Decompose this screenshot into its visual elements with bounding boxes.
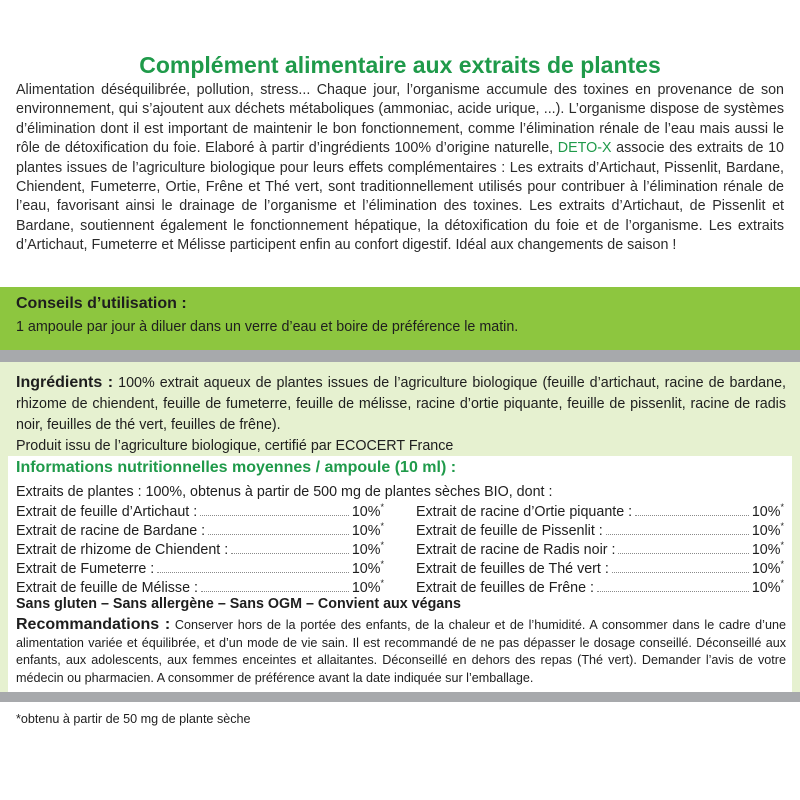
nutrition-row-label: Extrait de feuille de Pissenlit : [416,522,603,539]
conseils-heading: Conseils d’utilisation : [16,295,187,312]
nutrition-row [416,559,784,578]
nutrition-row-label: Extrait de racine de Bardane : [16,522,206,539]
nutrition-row-value [752,559,784,577]
recommandations-heading: Recommandations : [16,616,171,633]
footnote-marker: * [780,578,784,588]
certification-text: Produit issu de l’agriculture biologique, certifié par ECOCERT France [16,438,454,454]
nutrition-row-label: Extrait de feuille de Mélisse : [16,579,198,596]
nutrition-percent: 10% [351,579,381,596]
nutrition-row [416,502,784,521]
dot-leader [201,591,349,592]
nutrition-row-label: Extrait de rhizome de Chiendent : [16,541,229,558]
dot-leader [157,572,349,573]
conseils-section [0,287,800,350]
page-title: Complément alimentaire aux extraits de plantes [139,52,661,78]
dot-leader [635,515,749,516]
footnote-marker: * [380,559,384,569]
footnote-marker: * [780,521,784,531]
footnote-marker: * [780,540,784,550]
nutrition-percent: 10% [351,560,381,577]
nutrition-row [416,521,784,540]
nutrition-percent: 10% [351,522,381,539]
ingredients-heading: Ingrédients : [16,374,114,391]
recommandations-section [16,616,786,687]
nutrition-heading: Informations nutritionnelles moyennes / ampoule (10 ml) : [16,459,457,476]
nutrition-left-column [16,502,384,597]
nutrition-percent: 10% [351,503,381,520]
footnote-marker: * [380,540,384,550]
ingredients-text: 100% extrait aqueux de plantes issues de l’agriculture biologique (feuille d’artichaut, racine de bardane, rhizome de chiendent, feuille de fumeterre, feuille de mélisse, racine d’ortie piquante, feuille de pissenlit, racine de radis noir, feuilles de thé vert, feuilles de frêne). [16,375,786,433]
nutrition-percent: 10% [751,541,781,558]
footnote-marker: * [780,559,784,569]
nutrition-row-value [352,502,384,520]
intro-text-before: Alimentation déséquilibrée, pollution, stress... Chaque jour, l’organisme accumule des toxines en provenance de son environnement, qui s’ajoutent aux déchets métaboliques (ammoniac, acide urique, ...). L’organisme dispose de systèmes d’élimination dont il est important de maintenir le bon fonctionnement, comme l’élimination rénale de l’eau mais aussi le rôle de détoxification du foie. Elaboré à partir d’ingrédients 100% d’origine naturelle, [16,82,784,157]
nutrition-row [16,540,384,559]
nutrition-intro: Extraits de plantes : 100%, obtenus à partir de 500 mg de plantes sèches BIO, dont : [16,484,553,500]
dot-leader [606,534,749,535]
nutrition-row [16,502,384,521]
nutrition-row-label: Extrait de feuilles de Thé vert : [416,560,609,577]
nutrition-row [16,521,384,540]
nutrition-percent: 10% [751,503,781,520]
gray-divider-bottom [0,692,800,702]
nutrition-percent: 10% [751,560,781,577]
nutrition-percent: 10% [351,541,381,558]
dot-leader [200,515,349,516]
nutrition-row-label: Extrait de feuille d’Artichaut : [16,503,198,520]
nutrition-row-label: Extrait de Fumeterre : [16,560,155,577]
nutrition-row [416,540,784,559]
nutrition-row-value [352,521,384,539]
intro-paragraph [16,81,784,256]
nutrition-row-value [752,578,784,596]
nutrition-row-value [352,559,384,577]
brand-name: DETO-X [557,140,612,157]
nutrition-row [16,578,384,597]
nutrition-row-label: Extrait de feuilles de Frêne : [416,579,595,596]
ingredients-section [16,372,786,457]
dot-leader [597,591,749,592]
nutrition-right-column [416,502,784,597]
dot-leader [208,534,349,535]
nutrition-row [16,559,384,578]
nutrition-percent: 10% [751,522,781,539]
dot-leader [231,553,349,554]
conseils-text: 1 ampoule par jour à diluer dans un verre d’eau et boire de préférence le matin. [16,319,519,335]
nutrition-row-value [752,540,784,558]
recommandations-text: Conserver hors de la portée des enfants, de la chaleur et de l’humidité. A consommer dans le cadre d’une alimentation variée et équilibrée, et d’un mode de vie sain. Il est recommandé de ne pas dépasser le dosage conseillé. Déconseillé aux enfants, aux adolescents, aux femmes enceintes et allaitantes. Déconseillé en dehors des repas (Thé vert). Demander l’avis de votre médecin ou pharmacien. A consommer de préférence avant la date indiquée sur l’emballage. [16,618,786,685]
nutrition-percent: 10% [751,579,781,596]
footnote-marker: * [380,502,384,512]
nutrition-row-label: Extrait de racine d’Ortie piquante : [416,503,633,520]
intro-text-after: associe des extraits de 10 plantes issues de l’agriculture biologique pour leurs effets complémentaires : Les extraits d’Artichaut, Pissenlit, Bardane, Chiendent, Fumeterre, Ortie, Frêne et Thé vert, sont traditionnellement utilisés pour contribuer à l’élimination rénale de l’eau, favorisant ainsi le drainage de l’organisme et l’élimination des toxines. Les extraits d’Artichaut, de Pissenlit et Bardane, soutiennent également le fonctionnement hépatique, la détoxification du foie et de l’organisme. Les extraits d’Artichaut, Fumeterre et Mélisse participent enfin au confort digestif. Idéal aux changements de saison ! [16,140,785,254]
dot-leader [612,572,749,573]
nutrition-row-label: Extrait de racine de Radis noir : [416,541,616,558]
footnote-marker: * [380,521,384,531]
gray-divider-top [0,350,800,362]
footnote-marker: * [380,578,384,588]
nutrition-row-value [752,502,784,520]
footnote-marker: * [780,502,784,512]
dietary-claims: Sans gluten – Sans allergène – Sans OGM – Convient aux végans [16,596,461,612]
nutrition-row-value [352,540,384,558]
dot-leader [618,553,748,554]
footnote: *obtenu à partir de 50 mg de plante sèche [16,712,251,726]
nutrition-row [416,578,784,597]
nutrition-row-value [352,578,384,596]
nutrition-row-value [752,521,784,539]
